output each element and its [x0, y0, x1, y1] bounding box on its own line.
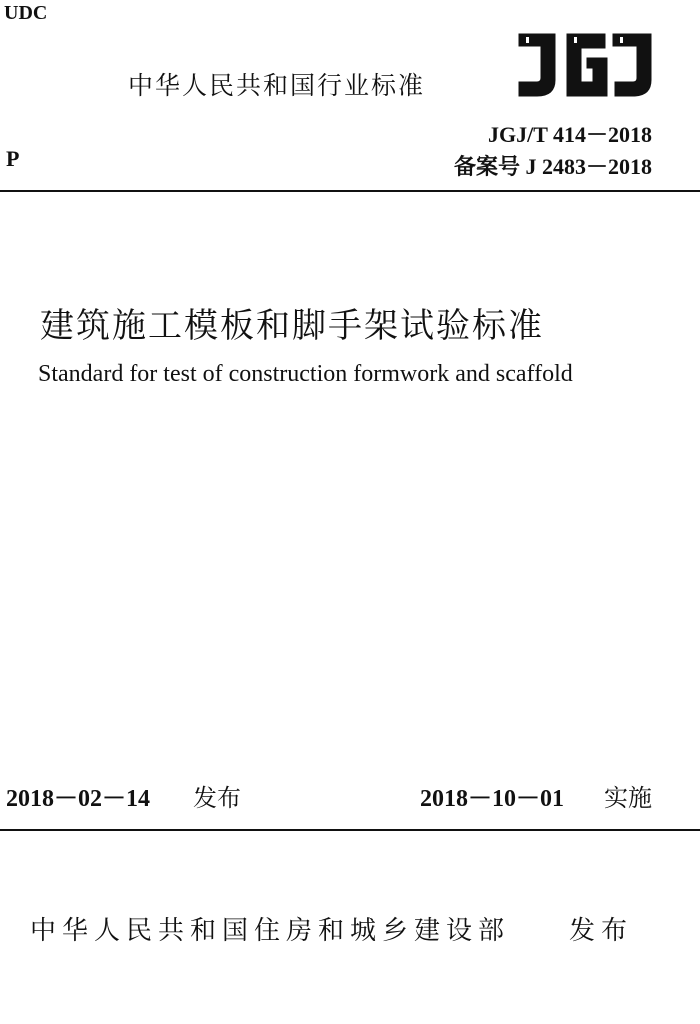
top-divider [0, 190, 700, 192]
udc-label: UDC [4, 2, 48, 24]
bottom-divider [0, 829, 700, 831]
publish-label: 发布 [193, 784, 241, 812]
classification-code: P [6, 146, 20, 171]
industry-standard-label: 中华人民共和国行业标准 [128, 71, 426, 100]
issuer-label: 发布 [569, 916, 634, 946]
logo-letter-j-right [613, 34, 651, 96]
standard-number: JGJ/T 414－2018 [487, 122, 652, 147]
title-chinese: 建筑施工模板和脚手架试验标准 [40, 306, 544, 346]
effective-date: 2018－10－01 [420, 786, 564, 812]
jgj-logo [515, 32, 655, 98]
logo-letter-g [567, 34, 607, 96]
record-number: 备案号 J 2483－2018 [453, 154, 652, 179]
svg-text:JGJ: JGJ [515, 32, 517, 33]
issuer-name: 中华人民共和国住房和城乡建设部 [30, 916, 511, 946]
logo-letter-j-left [519, 34, 555, 96]
publish-date: 2018－02－14 [6, 786, 150, 812]
title-english: Standard for test of construction formwork and scaffold [38, 361, 573, 387]
effective-label: 实施 [604, 784, 652, 812]
